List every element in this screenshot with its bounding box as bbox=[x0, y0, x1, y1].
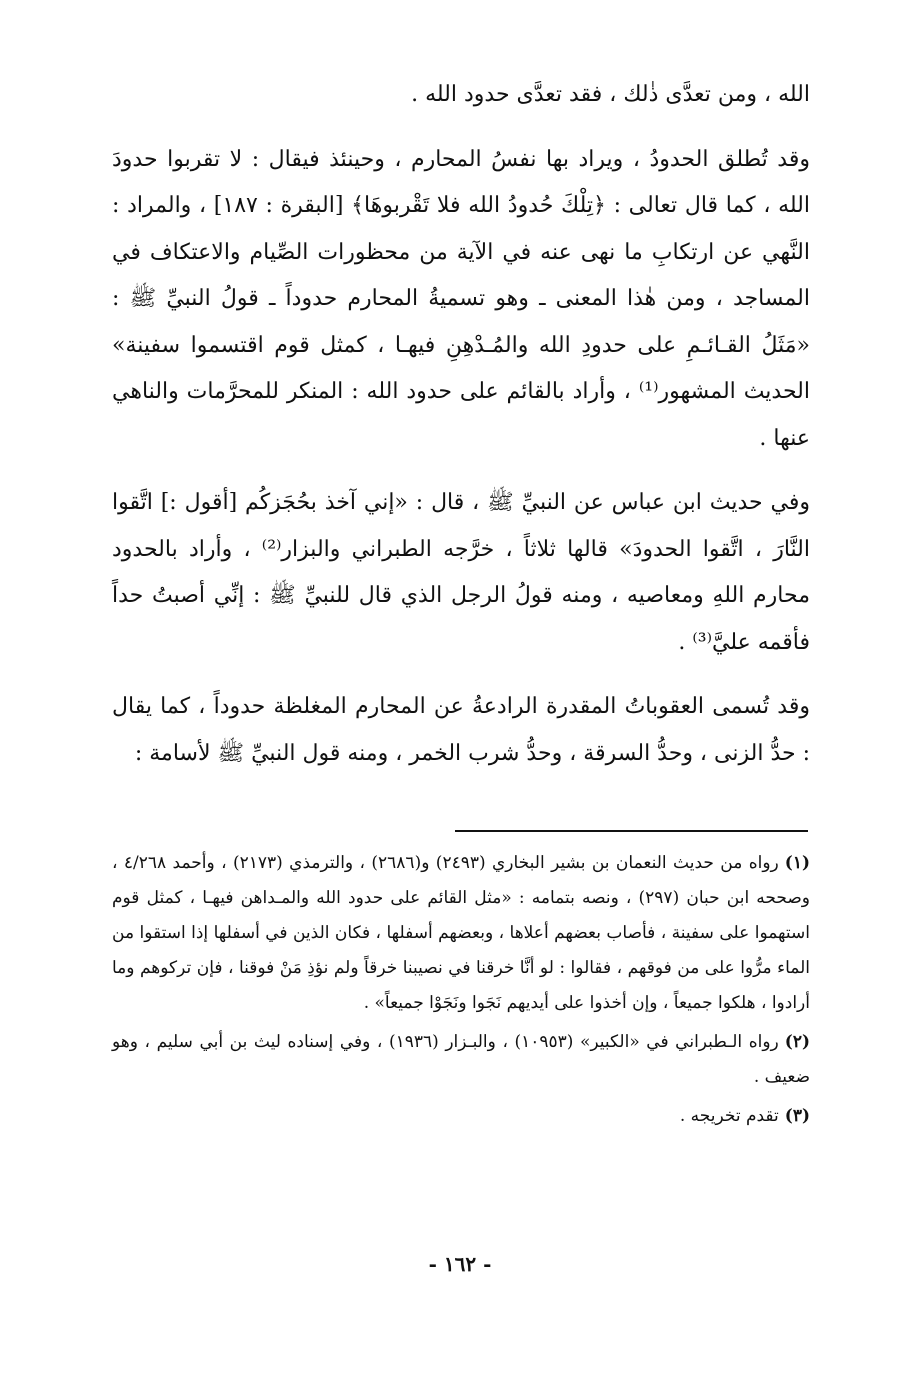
paragraph-text: وقد تُطلق الحدودُ ، ويراد بها نفسُ المحارم ، وحينئذ فيقال : لا تقربوا حدودَ الله ، كما قال تعالى : ﴿تِلْكَ حُدودُ الله فلا تَقْربوهَا﴾ [البقرة : ١٨٧] ، والمراد : النَّهي عن ارتكابِ ما نهى عنه في الآية من محظورات الصِّيام والاعتكاف في المساجد ، ومن هٰذا المعنى ـ وهو تسميةُ المحارم حدوداً ـ قولُ النبيِّ ﷺ : «مَثَلُ القـائـمِ على حدودِ الله والمُـدْهِنِ فيهـا ، كمثل قوم اقتسموا سفينة» الحديث المشهور⁽¹⁾ ، وأراد بالقائم على حدود الله : المنكر للمحرَّمات والناهي عنها . bbox=[112, 146, 810, 451]
paragraph-4 bbox=[112, 684, 810, 777]
footnote-3 bbox=[112, 1099, 810, 1134]
paragraph-2 bbox=[112, 137, 810, 463]
paragraph-3 bbox=[112, 480, 810, 666]
footnote-text: رواه الـطبراني في «الكبير» (١٠٩٥٣) ، والبـزار (١٩٣٦) ، وفي إسناده ليث بن أبي سليم ، وهو ضعيف . bbox=[112, 1032, 810, 1087]
footnote-1 bbox=[112, 846, 810, 1021]
footnote-text: تقدم تخريجه . bbox=[679, 1106, 779, 1126]
footnote-marker: (٣) bbox=[784, 1106, 810, 1126]
footnote-text: رواه من حديث النعمان بن بشير البخاري (٢٤٩٣) و(٢٦٨٦) ، والترمذي (٢١٧٣) ، وأحمد ٤/٢٦٨ ، وصححه ابن حبان (٢٩٧) ، ونصه بتمامه : «مثل القائم على حدود الله والمـداهن فيهـا ، كمثل قوم استهموا على سفينة ، فأصاب بعضهم أعلاها ، وبعضهم أسفلها ، فكان الذين في أسفلها إذا استقوا من الماء مرُّوا على من فوقهم ، فقالوا : لو أنَّا خرقنا في نصيبنا خرقاً ولم نؤذِ مَنْ فوقنا ، فإن تركوهم وما أرادوا ، هلكوا جميعاً ، وإن أخذوا على أيديهم نَجَوا ونَجَوْا جميعاً» . bbox=[112, 853, 811, 1013]
footnotes bbox=[112, 846, 810, 1138]
footnote-divider bbox=[455, 830, 808, 832]
page-number: - ١٦٢ - bbox=[428, 1252, 492, 1276]
main-text bbox=[112, 72, 810, 795]
footnote-marker: (١) bbox=[784, 853, 811, 873]
paragraph-text: وقد تُسمى العقوباتُ المقدرة الرادعةُ عن المحارم المغلظة حدوداً ، كما يقال : حدُّ الزنى ، وحدُّ السرقة ، وحدُّ شرب الخمر ، ومنه قول النبيِّ ﷺ لأسامة : bbox=[112, 694, 810, 766]
paragraph-text: وفي حديث ابن عباس عن النبيِّ ﷺ ، قال : «إني آخذ بحُجَزكُم [أقول :] اتَّقوا النَّارَ ، اتَّقوا الحدودَ» قالها ثلاثاً ، خرَّجه الطبراني والبزار⁽²⁾ ، وأراد بالحدود محارم اللهِ ومعاصيه ، ومنه قولُ الرجل الذي قال للنبيِّ ﷺ : إنِّي أصبتُ حداً فأقمه عليَّ⁽³⁾ . bbox=[112, 490, 810, 655]
footnote-2 bbox=[112, 1025, 810, 1095]
paragraph-1 bbox=[112, 72, 810, 119]
footnote-marker: (٢) bbox=[784, 1032, 810, 1052]
paragraph-text: الله ، ومن تعدَّى ذٰلك ، فقد تعدَّى حدود الله . bbox=[411, 82, 810, 107]
